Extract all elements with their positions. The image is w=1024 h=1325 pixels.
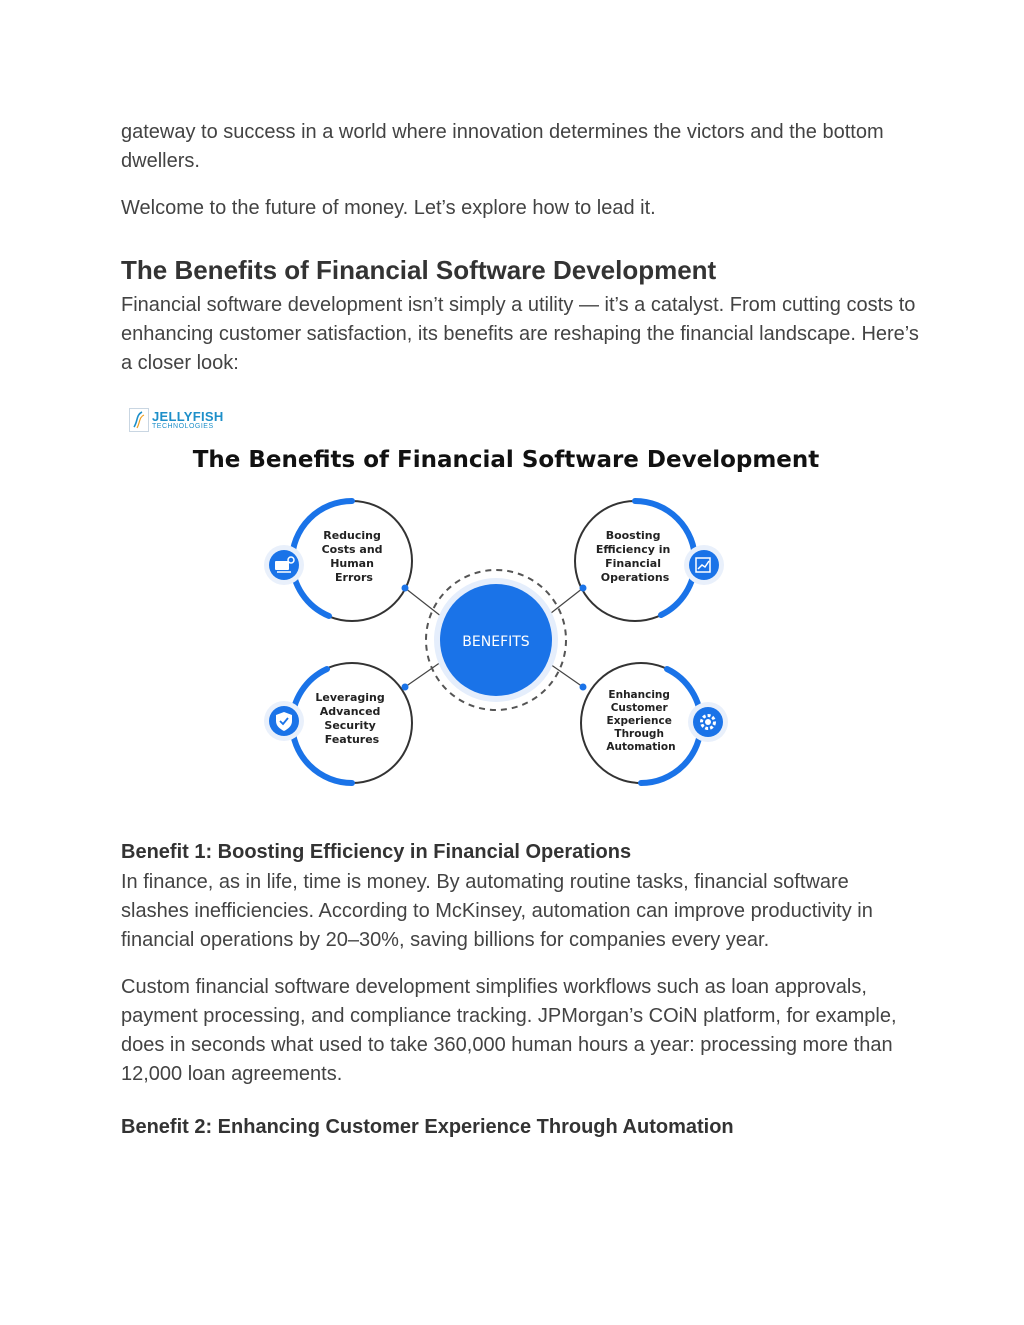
node-label-line: Automation <box>606 741 676 753</box>
intro-paragraph: gateway to success in a world where innovation determines the victors and the bottom dwellers. <box>121 121 884 172</box>
svg-text:Reducing Costs and <box>322 529 387 584</box>
node-label-line: Financial <box>605 557 662 570</box>
node-label-line: Operations <box>600 571 670 584</box>
node-label-line: Leveraging <box>315 691 385 704</box>
welcome-paragraph: Welcome to the future of money. Let’s explore how to lead it. <box>121 197 656 219</box>
benefit-1-heading: Benefit 1: Boosting Efficiency in Financial Operations <box>121 841 632 863</box>
svg-text:Boosting Efficiency <box>596 529 674 584</box>
benefit-node-customer-experience <box>580 663 729 783</box>
benefit-2-heading: Benefit 2: Enhancing Customer Experience Through Automation <box>121 1116 734 1138</box>
node-label-line: Reducing <box>323 529 381 542</box>
document-page <box>121 118 921 1143</box>
benefit-node-boosting-efficiency <box>575 501 724 621</box>
node-label-line: Advanced <box>319 705 381 718</box>
benefit-node-security <box>264 663 412 783</box>
benefits-infographic <box>121 408 901 838</box>
section-heading: The Benefits of Financial Software Development <box>121 255 717 285</box>
node-label-line: Features <box>324 733 380 746</box>
benefit-node-reducing-costs <box>264 501 412 621</box>
section-intro-paragraph: Financial software development isn’t simply a utility — it’s a catalyst. From cutting costs to enhancing customer satisfaction, its benefits are reshaping the financial landscape. Here’s a closer look: <box>121 294 919 374</box>
logo-name: JELLYFISH <box>152 409 224 424</box>
node-label-line: Through <box>614 728 664 740</box>
benefit-1-paragraph-1: In finance, as in life, time is money. By automating routine tasks, financial software slashes inefficiencies. According to McKinsey, automation can improve productivity in financial operations by 20–30%, saving billions for companies every year. <box>121 871 873 951</box>
center-label: BENEFITS <box>462 634 530 650</box>
svg-text:Enhancing Customer <box>606 689 675 753</box>
node-label-line: Human <box>330 557 374 570</box>
node-label-line: Customer <box>610 702 668 714</box>
logo-subtitle: TECHNOLOGIES <box>152 423 214 430</box>
node-label-line: Errors <box>335 571 373 584</box>
node-label-line: Efficiency in <box>595 543 671 556</box>
node-label-line: Boosting <box>605 529 661 542</box>
node-label-line: Costs and <box>321 543 383 556</box>
node-label-line: Experience <box>606 715 672 727</box>
node-label-line: Enhancing <box>608 689 670 701</box>
benefits-diagram <box>121 408 901 838</box>
infographic-title: The Benefits of Financial Software Development <box>192 447 820 473</box>
benefit-1-paragraph-2: Custom financial software development simplifies workflows such as loan approvals, payment processing, and compliance tracking. JPMorgan’s COiN platform, for example, does in seconds what used to take 360,000 human hours a year: processing more than 12,000 loan agreements. <box>121 976 897 1085</box>
node-label-line: Security <box>324 719 376 732</box>
svg-text:Leveraging Advanced <box>315 691 388 746</box>
